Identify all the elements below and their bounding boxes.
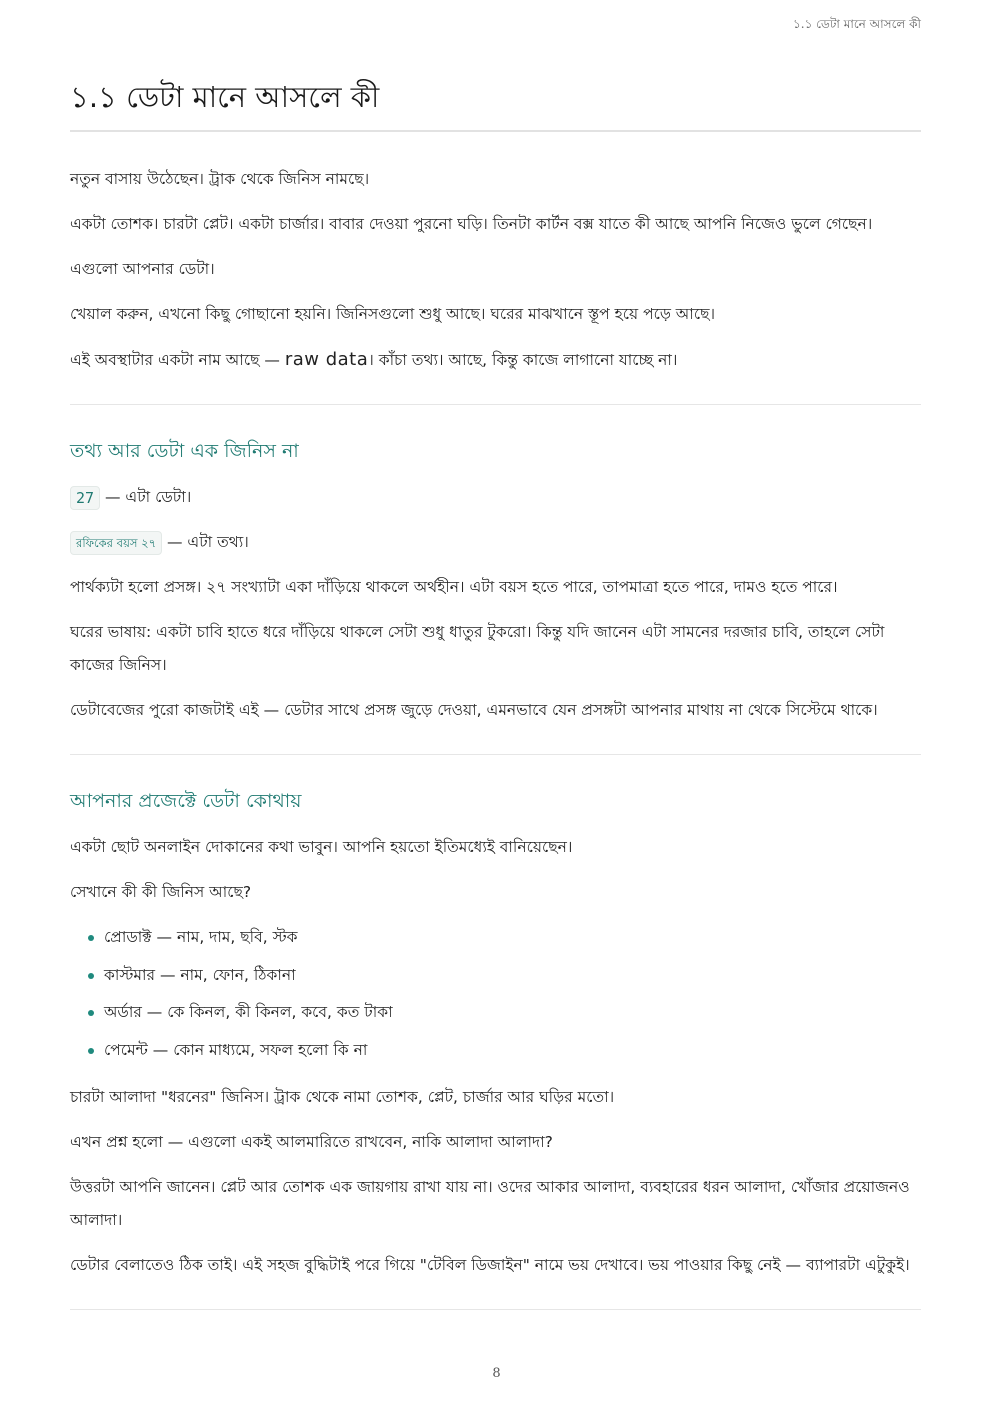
page-title: ১.১ ডেটা মানে আসলে কী: [70, 70, 921, 132]
intro-section: [70, 157, 921, 383]
list-item-text: প্রোডাক্ট — নাম, দাম, ছবি, স্টক: [104, 928, 298, 946]
code-chip: রফিকের বয়স ২৭: [70, 531, 162, 555]
bullet-icon: [88, 973, 94, 979]
code-chip: 27: [70, 486, 100, 510]
paragraph: [70, 337, 921, 383]
list-item: [88, 994, 921, 1032]
paragraph: ডেটাবেজের পুরো কাজটাই এই — ডেটার সাথে প্রসঙ্গ জুড়ে দেওয়া, এমনভাবে যেন প্রসঙ্গটা আপনার মাথায় না থেকে সিস্টেমে থাকে।: [70, 701, 878, 719]
paragraph: [70, 520, 921, 565]
list-item: [88, 919, 921, 957]
paragraph: একটা তোশক। চারটা প্লেট। একটা চার্জার। বাবার দেওয়া পুরনো ঘড়ি। তিনটা কার্টন বক্স যাতে কী আছে আপনি নিজেও ভুলে গেছেন।: [70, 215, 873, 233]
paragraph: [70, 475, 921, 520]
bullet-icon: [88, 1010, 94, 1016]
paragraph: সেখানে কী কী জিনিস আছে?: [70, 883, 252, 901]
paragraph: নতুন বাসায় উঠেছেন। ট্রাক থেকে জিনিস নামছে।: [70, 170, 370, 188]
list-item-text: অর্ডার — কে কিনল, কী কিনল, কবে, কত টাকা: [104, 1003, 393, 1021]
paragraph-text: — এটা তথ্য।: [162, 533, 249, 551]
paragraph: ডেটার বেলাতেও ঠিক তাই। এই সহজ বুদ্ধিটাই পরে গিয়ে "টেবিল ডিজাইন" নামে ভয় দেখাবে। ভয় পাওয়ার কিছু নেই — ব্যাপারটা এটুকুই।: [70, 1256, 910, 1274]
running-header: ১.১ ডেটা মানে আসলে কী: [792, 17, 921, 31]
raw-data-term: raw data: [284, 349, 369, 370]
paragraph: খেয়াল করুন, এখনো কিছু গোছানো হয়নি। জিনিসগুলো শুধু আছে। ঘরের মাঝখানে স্তূপ হয়ে পড়ে আছে।: [70, 305, 716, 323]
paragraph: এখন প্রশ্ন হলো — এগুলো একই আলমারিতে রাখবেন, নাকি আলাদা আলাদা?: [70, 1133, 553, 1151]
list-item-text: কাস্টমার — নাম, ফোন, ঠিকানা: [104, 965, 296, 984]
bullet-icon: [88, 935, 94, 941]
section-data-in-project: [70, 755, 921, 1288]
paragraph: ঘরের ভাষায়: একটা চাবি হাতে ধরে দাঁড়িয়ে থাকলে সেটা শুধু ধাতুর টুকরো। কিন্তু যদি জানেন এটা সামনের দরজার চাবি, তাহলে সেটা কাজের জিনিস।: [70, 623, 885, 674]
section-heading: আপনার প্রজেক্টে ডেটা কোথায়: [70, 790, 302, 812]
paragraph: উত্তরটা আপনি জানেন। প্লেট আর তোশক এক জায়গায় রাখা যায় না। ওদের আকার আলাদা, ব্যবহারের ধরন আলাদা, খোঁজার প্রয়োজনও আলাদা।: [70, 1178, 910, 1229]
list-item-text: পেমেন্ট — কোন মাধ্যমে, সফল হলো কি না: [104, 1040, 368, 1059]
section-data-vs-information: [70, 405, 921, 733]
list-item: [88, 957, 921, 995]
section-heading: তথ্য আর ডেটা এক জিনিস না: [70, 440, 299, 462]
paragraph: একটা ছোট অনলাইন দোকানের কথা ভাবুন। আপনি হয়তো ইতিমধ্যেই বানিয়েছেন।: [70, 838, 573, 856]
entity-list: [70, 915, 921, 1075]
paragraph: চারটা আলাদা "ধরনের" জিনিস। ট্রাক থেকে নামা তোশক, প্লেট, চার্জার আর ঘড়ির মতো।: [70, 1088, 615, 1106]
paragraph: এগুলো আপনার ডেটা।: [70, 260, 215, 278]
page-number: 8: [492, 1366, 501, 1381]
paragraph: পার্থক্যটা হলো প্রসঙ্গ। ২৭ সংখ্যাটা একা দাঁড়িয়ে থাকলে অর্থহীন। এটা বয়স হতে পারে, তাপমাত্রা হতে পারে, দামও হতে পারে।: [70, 578, 838, 596]
page-content: [70, 70, 921, 1310]
bullet-icon: [88, 1048, 94, 1054]
section-divider: [70, 1309, 921, 1310]
paragraph-text: এই অবস্থাটার একটা নাম আছে —: [70, 351, 285, 369]
paragraph-text: । কাঁচা তথ্য। আছে, কিন্তু কাজে লাগানো যাচ্ছে না।: [368, 351, 678, 369]
paragraph-text: — এটা ডেটা।: [100, 488, 192, 506]
list-item: [88, 1032, 921, 1070]
